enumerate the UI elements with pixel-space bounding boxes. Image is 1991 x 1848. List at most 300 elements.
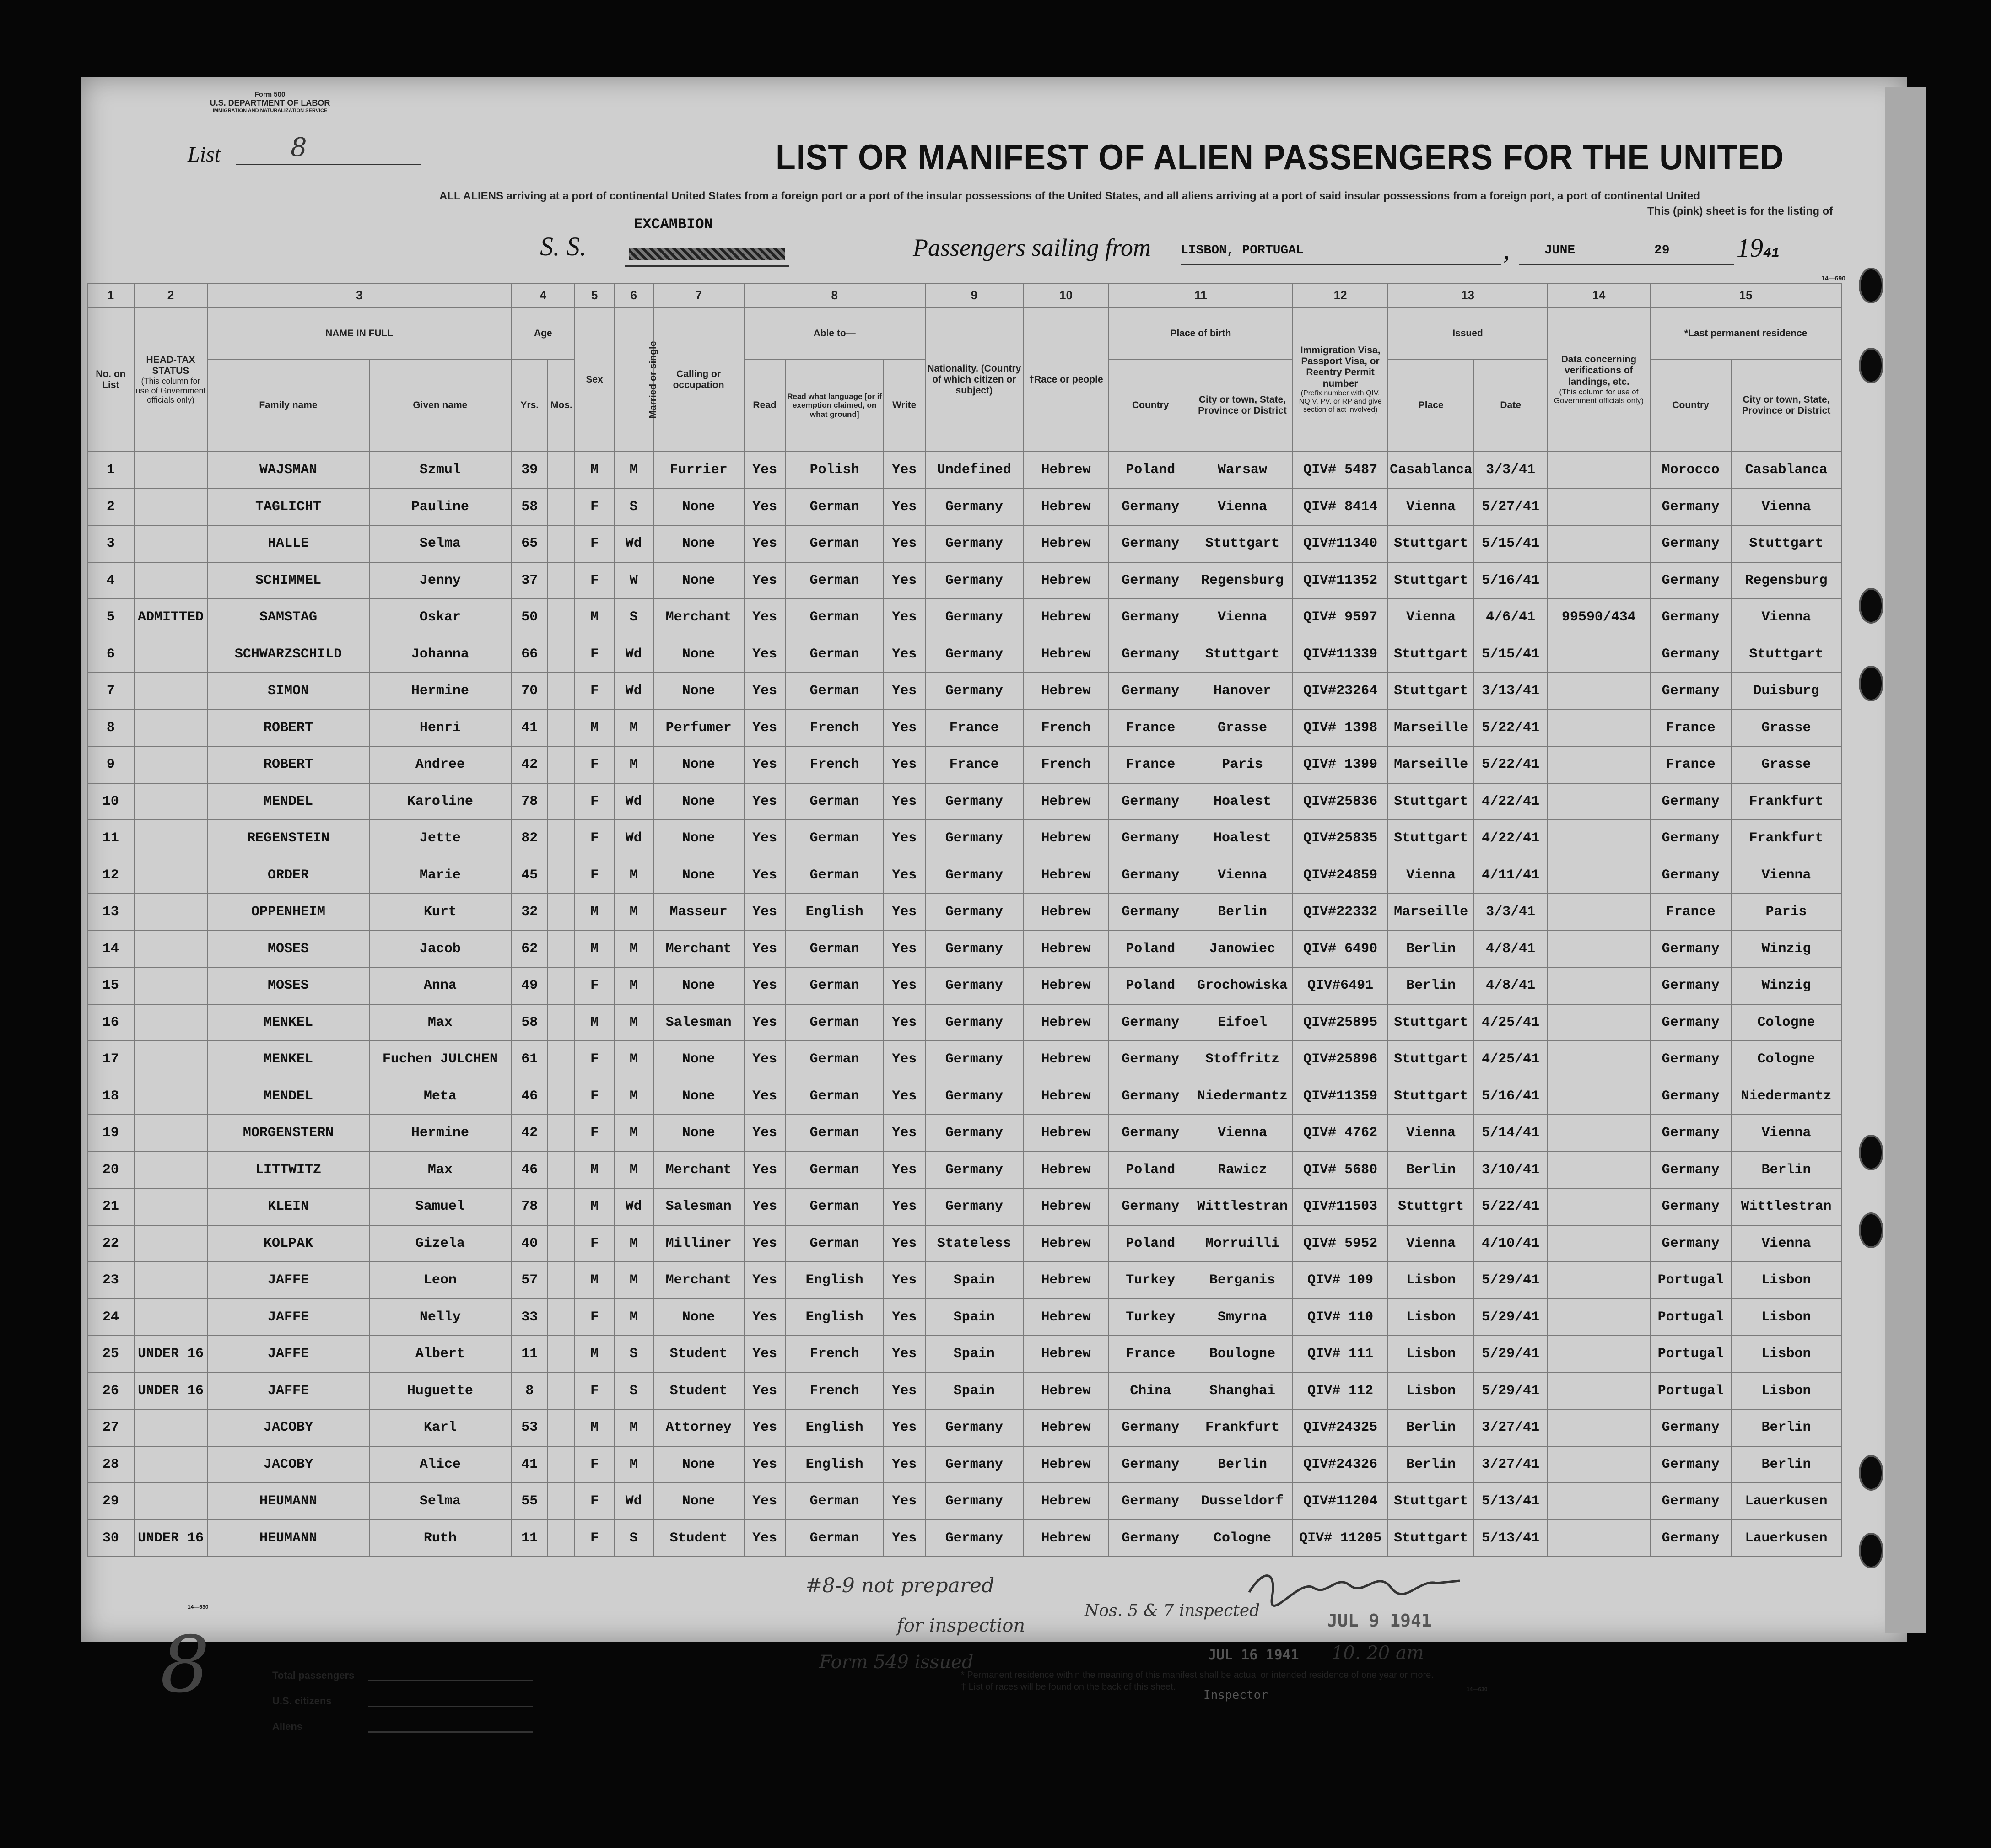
nationality: Germany [925, 857, 1023, 894]
totals-code: 14—630 [188, 1604, 209, 1610]
family-name: HALLE [207, 525, 369, 562]
sex: M [575, 1409, 614, 1446]
age-months [548, 710, 575, 747]
race: Hebrew [1023, 1299, 1109, 1336]
occupation: None [653, 967, 744, 1004]
nationality: Germany [925, 1409, 1023, 1446]
head-tax-status [134, 894, 208, 931]
marital-status: M [614, 1041, 653, 1078]
given-name: Anna [369, 967, 511, 1004]
race: Hebrew [1023, 857, 1109, 894]
col-num: 6 [614, 283, 653, 308]
hdr-married [614, 308, 658, 452]
family-name: JACOBY [207, 1446, 369, 1483]
age-months [548, 562, 575, 599]
issued-place: Stuttgart [1388, 820, 1473, 857]
form-code-top: 14—690 [1821, 275, 1845, 282]
head-tax-status [134, 931, 208, 968]
given-name: Marie [369, 857, 511, 894]
birth-city: Stuttgart [1192, 525, 1292, 562]
marital-status: M [614, 710, 653, 747]
col-num: 2 [134, 283, 208, 308]
family-name: MENKEL [207, 1041, 369, 1078]
can-read: Yes [744, 1115, 786, 1152]
can-read: Yes [744, 967, 786, 1004]
aliens-label: Aliens [272, 1721, 303, 1732]
given-name: Kurt [369, 894, 511, 931]
can-write: Yes [884, 1078, 925, 1115]
binder-hole-icon [1859, 1455, 1883, 1491]
sex: M [575, 1004, 614, 1041]
nationality: Spain [925, 1336, 1023, 1373]
hdr-no-on-list: No. on List [87, 308, 134, 452]
visa-number: QIV#6491 [1293, 967, 1388, 1004]
birth-country: Germany [1109, 1483, 1192, 1520]
marital-status: S [614, 1373, 653, 1410]
race: French [1023, 710, 1109, 747]
row-number: 11 [87, 820, 134, 857]
can-write: Yes [884, 746, 925, 783]
can-read: Yes [744, 746, 786, 783]
issued-place: Vienna [1388, 1225, 1473, 1262]
can-write: Yes [884, 1152, 925, 1189]
nationality: Germany [925, 783, 1023, 820]
marital-status: M [614, 746, 653, 783]
marital-status: M [614, 1115, 653, 1152]
birth-city: Boulogne [1192, 1336, 1292, 1373]
issued-date: 4/25/41 [1474, 1004, 1548, 1041]
issued-place: Stuttgrt [1388, 1188, 1473, 1225]
hdr-race: †Race or people [1023, 308, 1109, 452]
form-header [174, 91, 366, 113]
table-row [87, 710, 1841, 747]
marital-status: M [614, 1078, 653, 1115]
given-name: Jette [369, 820, 511, 857]
read-language: French [786, 1373, 884, 1410]
residence-city: Cologne [1731, 1041, 1841, 1078]
age-months [548, 599, 575, 636]
residence-country: Germany [1650, 1409, 1731, 1446]
landing-verification [1547, 1336, 1650, 1373]
read-language: German [786, 599, 884, 636]
month: JUNE [1544, 243, 1576, 258]
table-row [87, 931, 1841, 968]
can-read: Yes [744, 452, 786, 489]
sex: F [575, 673, 614, 710]
nationality: Germany [925, 1115, 1023, 1152]
issued-date: 5/13/41 [1474, 1520, 1548, 1557]
stamp-date-2: JUL 16 1941 [1208, 1647, 1299, 1663]
can-read: Yes [744, 1004, 786, 1041]
race: Hebrew [1023, 1262, 1109, 1299]
read-language: German [786, 489, 884, 526]
occupation: Merchant [653, 1152, 744, 1189]
department: U.S. DEPARTMENT OF LABOR [210, 98, 330, 108]
birth-city: Rawicz [1192, 1152, 1292, 1189]
marital-status: M [614, 1152, 653, 1189]
occupation: None [653, 636, 744, 673]
marital-status: S [614, 1520, 653, 1557]
occupation: None [653, 1299, 744, 1336]
stamp-date-1: JUL 9 1941 [1327, 1611, 1432, 1631]
landing-verification [1547, 1446, 1650, 1483]
age-years: 8 [511, 1373, 548, 1410]
issued-place: Marseille [1388, 746, 1473, 783]
read-language: German [786, 820, 884, 857]
sex: M [575, 1262, 614, 1299]
can-read: Yes [744, 820, 786, 857]
visa-number: QIV#24326 [1293, 1446, 1388, 1483]
nationality: Germany [925, 636, 1023, 673]
nationality: Germany [925, 562, 1023, 599]
sex: F [575, 562, 614, 599]
annotation-not-prepared: #8-9 not prepared [805, 1574, 995, 1597]
residence-city: Grasse [1731, 710, 1841, 747]
visa-number: QIV# 1399 [1293, 746, 1388, 783]
hdr-res-country: Country [1650, 359, 1731, 452]
year-suffix: 41 [1763, 246, 1780, 261]
occupation: Salesman [653, 1188, 744, 1225]
age-years: 62 [511, 931, 548, 968]
birth-city: Smyrna [1192, 1299, 1292, 1336]
race: Hebrew [1023, 489, 1109, 526]
occupation: Salesman [653, 1004, 744, 1041]
birth-city: Berlin [1192, 1446, 1292, 1483]
age-years: 41 [511, 710, 548, 747]
can-read: Yes [744, 599, 786, 636]
residence-city: Duisburg [1731, 673, 1841, 710]
family-name: ORDER [207, 857, 369, 894]
residence-country: Germany [1650, 525, 1731, 562]
occupation: Student [653, 1373, 744, 1410]
residence-city: Frankfurt [1731, 820, 1841, 857]
residence-city: Berlin [1731, 1409, 1841, 1446]
residence-city: Berlin [1731, 1446, 1841, 1483]
col-num: 7 [653, 283, 744, 308]
occupation: Merchant [653, 599, 744, 636]
annotation-form-issued: Form 549 issued [819, 1652, 974, 1673]
total-passengers-row [272, 1659, 533, 1681]
can-write: Yes [884, 599, 925, 636]
occupation: None [653, 562, 744, 599]
family-name: MOSES [207, 967, 369, 1004]
birth-city: Frankfurt [1192, 1409, 1292, 1446]
total-passengers-value [368, 1680, 533, 1681]
head-tax-status [134, 1225, 208, 1262]
landing-verification [1547, 489, 1650, 526]
birth-city: Vienna [1192, 1115, 1292, 1152]
sex: M [575, 894, 614, 931]
residence-city: Berlin [1731, 1152, 1841, 1189]
manifest-table [87, 283, 1842, 1557]
issued-date: 4/6/41 [1474, 599, 1548, 636]
occupation: None [653, 489, 744, 526]
sex: F [575, 636, 614, 673]
race: Hebrew [1023, 783, 1109, 820]
year-prefix: 19 [1737, 233, 1763, 263]
sex: F [575, 1373, 614, 1410]
list-label: List [188, 142, 221, 167]
issued-place: Marseille [1388, 710, 1473, 747]
issued-date: 3/3/41 [1474, 452, 1548, 489]
marital-status: W [614, 562, 653, 599]
marital-status: M [614, 452, 653, 489]
residence-country: Germany [1650, 636, 1731, 673]
issued-date: 5/22/41 [1474, 746, 1548, 783]
visa-number: QIV# 6490 [1293, 931, 1388, 968]
visa-number: QIV#11204 [1293, 1483, 1388, 1520]
row-number: 16 [87, 1004, 134, 1041]
marital-status: M [614, 1262, 653, 1299]
birth-city: Warsaw [1192, 452, 1292, 489]
issued-place: Stuttgart [1388, 525, 1473, 562]
given-name: Ruth [369, 1520, 511, 1557]
race: Hebrew [1023, 1409, 1109, 1446]
family-name: SCHIMMEL [207, 562, 369, 599]
birth-country: Germany [1109, 1078, 1192, 1115]
visa-number: QIV# 5952 [1293, 1225, 1388, 1262]
birth-country: Germany [1109, 1520, 1192, 1557]
birth-city: Vienna [1192, 489, 1292, 526]
ship-name-field [625, 216, 789, 267]
given-name: Karl [369, 1409, 511, 1446]
race: Hebrew [1023, 967, 1109, 1004]
birth-country: Germany [1109, 1115, 1192, 1152]
sex: M [575, 1336, 614, 1373]
table-row [87, 967, 1841, 1004]
can-write: Yes [884, 489, 925, 526]
birth-city: Paris [1192, 746, 1292, 783]
issued-place: Vienna [1388, 489, 1473, 526]
race: Hebrew [1023, 1446, 1109, 1483]
can-read: Yes [744, 636, 786, 673]
sex: F [575, 783, 614, 820]
residence-city: Paris [1731, 894, 1841, 931]
head-tax-status: ADMITTED [134, 599, 208, 636]
table-row [87, 452, 1841, 489]
sailing-label: Passengers sailing from [913, 234, 1151, 261]
row-number: 30 [87, 1520, 134, 1557]
occupation: None [653, 746, 744, 783]
sex: F [575, 1041, 614, 1078]
birth-city: Vienna [1192, 857, 1292, 894]
age-months [548, 1520, 575, 1557]
age-months [548, 820, 575, 857]
issued-place: Vienna [1388, 1115, 1473, 1152]
can-write: Yes [884, 1004, 925, 1041]
service: IMMIGRATION AND NATURALIZATION SERVICE [212, 108, 328, 113]
family-name: HEUMANN [207, 1520, 369, 1557]
family-name: MENDEL [207, 1078, 369, 1115]
residence-country: Germany [1650, 562, 1731, 599]
visa-number: QIV# 5680 [1293, 1152, 1388, 1189]
issued-date: 3/27/41 [1474, 1446, 1548, 1483]
row-number: 28 [87, 1446, 134, 1483]
issued-date: 3/10/41 [1474, 1152, 1548, 1189]
sex: F [575, 1483, 614, 1520]
given-name: Samuel [369, 1188, 511, 1225]
birth-country: Germany [1109, 673, 1192, 710]
given-name: Nelly [369, 1299, 511, 1336]
nationality: Germany [925, 1520, 1023, 1557]
ss-label: S. S. [540, 232, 587, 261]
birth-city: Shanghai [1192, 1373, 1292, 1410]
list-number-field [236, 133, 421, 165]
visa-number: QIV# 4762 [1293, 1115, 1388, 1152]
nationality: Germany [925, 1483, 1023, 1520]
residence-city: Vienna [1731, 489, 1841, 526]
birth-country: Turkey [1109, 1299, 1192, 1336]
can-read: Yes [744, 525, 786, 562]
hdr-place-of-birth: Place of birth [1109, 308, 1292, 359]
birth-country: Germany [1109, 1041, 1192, 1078]
col-num: 12 [1293, 283, 1388, 308]
marital-status: M [614, 1225, 653, 1262]
landing-verification [1547, 1078, 1650, 1115]
issued-date: 5/27/41 [1474, 489, 1548, 526]
given-name: Jacob [369, 931, 511, 968]
head-tax-status [134, 967, 208, 1004]
race: Hebrew [1023, 673, 1109, 710]
can-write: Yes [884, 562, 925, 599]
head-tax-status [134, 489, 208, 526]
read-language: German [786, 1520, 884, 1557]
table-row [87, 1078, 1841, 1115]
can-read: Yes [744, 1483, 786, 1520]
table-row [87, 1520, 1841, 1557]
sex: M [575, 1152, 614, 1189]
head-tax-status [134, 1483, 208, 1520]
age-years: 53 [511, 1409, 548, 1446]
can-write: Yes [884, 1115, 925, 1152]
residence-country: Portugal [1650, 1373, 1731, 1410]
visa-number: QIV# 109 [1293, 1262, 1388, 1299]
form-number: Form 500 [254, 91, 286, 98]
visa-number: QIV#25836 [1293, 783, 1388, 820]
residence-city: Lisbon [1731, 1373, 1841, 1410]
landing-verification [1547, 1409, 1650, 1446]
family-name: SIMON [207, 673, 369, 710]
year-field [1737, 232, 1780, 263]
sex: F [575, 820, 614, 857]
age-years: 37 [511, 562, 548, 599]
residence-country: Germany [1650, 1483, 1731, 1520]
nationality: Germany [925, 820, 1023, 857]
residence-city: Vienna [1731, 1115, 1841, 1152]
footnote-code: 14—630 [1467, 1686, 1488, 1692]
family-name: JAFFE [207, 1262, 369, 1299]
landing-verification [1547, 820, 1650, 857]
head-tax-status [134, 710, 208, 747]
can-read: Yes [744, 1152, 786, 1189]
residence-country: Germany [1650, 489, 1731, 526]
visa-number: QIV# 5487 [1293, 452, 1388, 489]
occupation: None [653, 820, 744, 857]
issued-date: 5/15/41 [1474, 636, 1548, 673]
age-months [548, 1004, 575, 1041]
nationality: Germany [925, 1041, 1023, 1078]
given-name: Hermine [369, 673, 511, 710]
row-number: 7 [87, 673, 134, 710]
age-years: 49 [511, 967, 548, 1004]
visa-number: QIV# 111 [1293, 1336, 1388, 1373]
row-number: 19 [87, 1115, 134, 1152]
sex: F [575, 1446, 614, 1483]
row-number: 20 [87, 1152, 134, 1189]
can-read: Yes [744, 857, 786, 894]
age-years: 33 [511, 1299, 548, 1336]
hdr-married-text: Married or single [647, 341, 658, 419]
birth-city: Janowiec [1192, 931, 1292, 968]
age-months [548, 636, 575, 673]
table-row [87, 1115, 1841, 1152]
read-language: English [786, 894, 884, 931]
family-name: MENDEL [207, 783, 369, 820]
residence-country: Germany [1650, 783, 1731, 820]
read-language: German [786, 1225, 884, 1262]
residence-country: Germany [1650, 820, 1731, 857]
hdr-visa-title: Immigration Visa, Passport Visa, or Reentry Permit number [1300, 345, 1381, 389]
inspector-label: Inspector [1203, 1688, 1268, 1702]
race: Hebrew [1023, 820, 1109, 857]
occupation: Perfumer [653, 710, 744, 747]
sex: M [575, 452, 614, 489]
visa-number: QIV# 1398 [1293, 710, 1388, 747]
issued-date: 3/3/41 [1474, 894, 1548, 931]
age-years: 32 [511, 894, 548, 931]
given-name: Meta [369, 1078, 511, 1115]
issued-date: 5/15/41 [1474, 525, 1548, 562]
table-row [87, 894, 1841, 931]
issued-date: 3/27/41 [1474, 1409, 1548, 1446]
race: French [1023, 746, 1109, 783]
nationality: Spain [925, 1373, 1023, 1410]
nationality: Spain [925, 1262, 1023, 1299]
birth-country: Germany [1109, 599, 1192, 636]
marital-status: Wd [614, 1483, 653, 1520]
race: Hebrew [1023, 931, 1109, 968]
issued-place: Stuttgart [1388, 1520, 1473, 1557]
issued-place: Stuttgart [1388, 562, 1473, 599]
residence-city: Wittlestran [1731, 1188, 1841, 1225]
landing-verification [1547, 452, 1650, 489]
landing-verification [1547, 525, 1650, 562]
birth-city: Berlin [1192, 894, 1292, 931]
day: 29 [1654, 243, 1670, 258]
family-name: ROBERT [207, 710, 369, 747]
birth-country: Germany [1109, 820, 1192, 857]
sex: F [575, 489, 614, 526]
nationality: Stateless [925, 1225, 1023, 1262]
birth-city: Cologne [1192, 1520, 1292, 1557]
nationality: Germany [925, 1152, 1023, 1189]
given-name: Max [369, 1152, 511, 1189]
issued-place: Berlin [1388, 1409, 1473, 1446]
nationality: Germany [925, 1188, 1023, 1225]
binder-hole-icon [1859, 1135, 1883, 1170]
landing-verification [1547, 1188, 1650, 1225]
can-write: Yes [884, 1446, 925, 1483]
birth-city: Hanover [1192, 673, 1292, 710]
table-row [87, 746, 1841, 783]
row-number: 10 [87, 783, 134, 820]
head-tax-status [134, 746, 208, 783]
head-tax-status [134, 636, 208, 673]
visa-number: QIV#24325 [1293, 1409, 1388, 1446]
occupation: None [653, 783, 744, 820]
landing-verification [1547, 1299, 1650, 1336]
landing-verification [1547, 710, 1650, 747]
